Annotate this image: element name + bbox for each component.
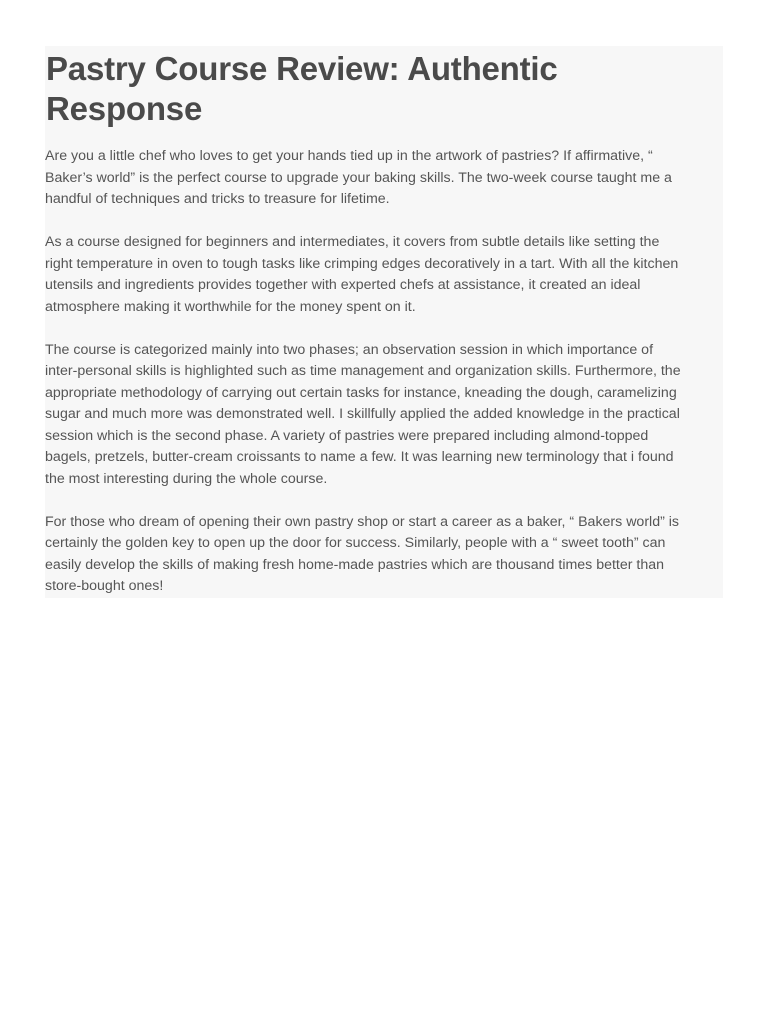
article-body: [45, 146, 725, 619]
paragraph-4: For those who dream of opening their own pastry shop or start a career as a baker, “ Bakers world” is certainly the golden key to open up the door for success. Similarly, people with a “ sweet tooth” can easily develop the skills of making fresh home-made pastries which are thousand times better than store-bought ones!: [45, 513, 680, 594]
paragraph-1: Are you a little chef who loves to get your hands tied up in the artwork of pastries? If affirmative, “ Baker’s world” is the perfect course to upgrade your baking skills. The two-week course taught me a handful of techniques and tricks to treasure for lifetime.: [45, 148, 672, 207]
article-title: Pastry Course Review: Authentic Response: [46, 50, 558, 127]
paragraph-2: As a course designed for beginners and intermediates, it covers from subtle details like setting the right temperature in oven to tough tasks like crimping edges decoratively in a tart. With all the kitchen utensils and ingredients provides together with experted chefs at assistance, it created an ideal atmosphere making it worthwhile for the money spent on it.: [45, 234, 679, 315]
paragraph-3: The course is categorized mainly into two phases; an observation session in which importance of inter-personal skills is highlighted such as time management and organization skills. Furthermore, the appropriate methodology of carrying out certain tasks for instance, kneading the dough, caramelizing sugar and much more was demonstrated well. I skillfully applied the added knowledge in the practical session which is the second phase. A variety of pastries were prepared including almond-topped bagels, pretzels, butter-cream croissants to name a few. It was learning new terminology that i found the most interesting during the whole course.: [45, 341, 681, 487]
